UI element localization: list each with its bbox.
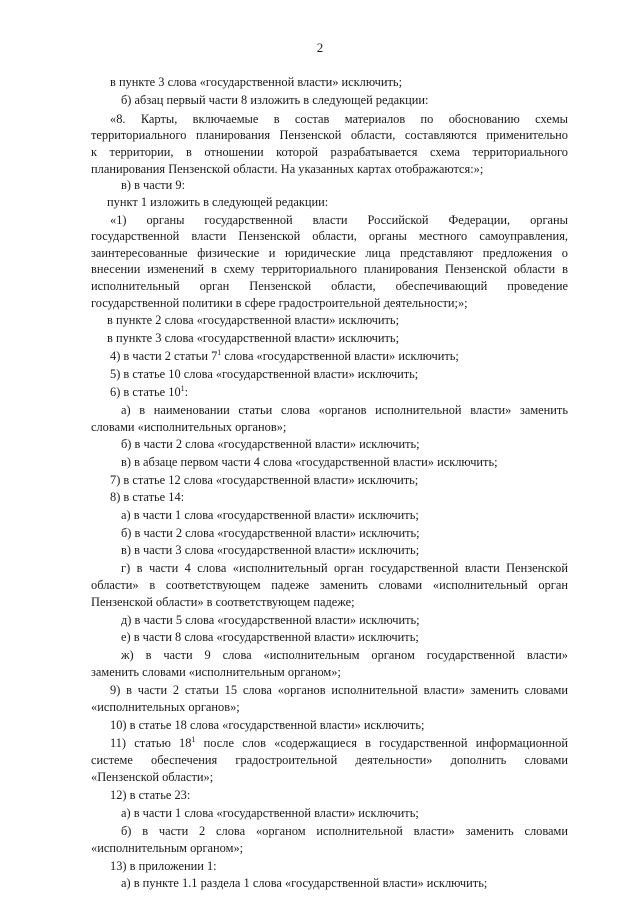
text-line: в) в части 9: bbox=[121, 178, 186, 192]
text-line: б) в части 2 слова «органом исполнительной власти» заменить словами bbox=[121, 824, 568, 838]
text-line: г) в части 4 слова «исполнительный орган государственной власти Пензенской bbox=[121, 561, 568, 575]
text-segment: 11) статью 18 bbox=[110, 736, 192, 750]
text-line: «8. Карты, включаемые в состав материалов по обоснованию схемы bbox=[110, 112, 568, 126]
text-line: в пункте 3 слова «государственной власти» исключить; bbox=[107, 331, 400, 345]
text-line: области» в соответствующем падеже заменить словами «исполнительный орган bbox=[91, 578, 568, 592]
text-line: б) абзац первый части 8 изложить в следующей редакции: bbox=[121, 93, 429, 107]
text-line: «исполнительных органов»; bbox=[91, 700, 240, 714]
text-line bbox=[110, 349, 459, 364]
text-line: 13) в приложении 1: bbox=[110, 859, 217, 873]
superscript: 1 bbox=[180, 384, 185, 393]
text-segment: 6) в статье 10 bbox=[110, 385, 181, 399]
text-line: а) в части 1 слова «государственной власти» исключить; bbox=[121, 806, 419, 820]
text-line: системе обеспечения градостроительной деятельности» дополнить словами bbox=[91, 753, 568, 767]
text-line: е) в части 8 слова «государственной власти» исключить; bbox=[121, 630, 419, 644]
text-line: а) в наименовании статьи слова «органов исполнительной власти» заменить bbox=[121, 403, 568, 417]
text-line: территориального планирования Пензенской области, составляются применительно bbox=[91, 128, 568, 142]
text-line: 10) в статье 18 слова «государственной власти» исключить; bbox=[110, 718, 425, 732]
text-line: 9) в части 2 статьи 15 слова «органов исполнительной власти» заменить словами bbox=[110, 683, 568, 697]
text-line: внесении изменений в схему территориального планирования Пензенской области в bbox=[91, 262, 568, 276]
text-line: словами «исполнительных органов»; bbox=[91, 420, 287, 434]
text-segment: слова «государственной власти» исключить; bbox=[221, 349, 459, 363]
text-line bbox=[110, 736, 568, 751]
text-line: государственной власти Пензенской области, органы местного самоуправления, bbox=[91, 229, 568, 243]
text-line: «исполнительным органом»; bbox=[91, 841, 244, 855]
text-line: 7) в статье 12 слова «государственной власти» исключить; bbox=[110, 473, 419, 487]
text-line: 12) в статье 23: bbox=[110, 788, 191, 802]
text-line: б) в части 2 слова «государственной власти» исключить; bbox=[121, 437, 420, 451]
text-line: 5) в статье 10 слова «государственной власти» исключить; bbox=[110, 367, 419, 381]
text-line: исполнительный орган Пензенской области, обеспечивающий проведение bbox=[91, 279, 568, 293]
text-line: б) в части 2 слова «государственной власти» исключить; bbox=[121, 526, 420, 540]
text-line: в) в части 3 слова «государственной власти» исключить; bbox=[121, 543, 420, 557]
text-line: планирования Пензенской области. На указанных картах отображаются:»; bbox=[91, 162, 484, 176]
text-line: д) в части 5 слова «государственной власти» исключить; bbox=[121, 613, 420, 627]
text-segment: 4) в части 2 статьи 7 bbox=[110, 349, 218, 363]
page-number: 2 bbox=[316, 40, 324, 55]
text-line: в) в абзаце первом части 4 слова «государственной власти» исключить; bbox=[121, 455, 498, 469]
text-line: пункт 1 изложить в следующей редакции: bbox=[107, 195, 329, 209]
superscript: 1 bbox=[191, 735, 196, 744]
text-line: «Пензенской области»; bbox=[91, 770, 214, 784]
superscript: 1 bbox=[217, 348, 222, 357]
text-line: в пункте 2 слова «государственной власти» исключить; bbox=[107, 313, 400, 327]
text-line bbox=[110, 385, 188, 400]
text-line: в пункте 3 слова «государственной власти» исключить; bbox=[110, 75, 403, 89]
text-line: заменить словами «исполнительным органом»; bbox=[91, 665, 341, 679]
text-line: «1) органы государственной власти Российской Федерации, органы bbox=[110, 213, 568, 227]
text-line: а) в части 1 слова «государственной власти» исключить; bbox=[121, 508, 419, 522]
text-line: заинтересованные физические и юридические лица представляют предложения о bbox=[91, 246, 568, 260]
text-line: Пензенской области» в соответствующем падеже; bbox=[91, 595, 355, 609]
text-segment: : bbox=[184, 385, 189, 399]
text-line: к территории, в отношении которой разрабатывается схема территориального bbox=[91, 145, 568, 159]
text-line: 8) в статье 14: bbox=[110, 490, 185, 504]
text-segment: после слов «содержащиеся в государственной информационной bbox=[195, 736, 568, 750]
text-line: государственной политики в сфере градостроительной деятельности;»; bbox=[91, 296, 468, 310]
text-line: а) в пункте 1.1 раздела 1 слова «государственной власти» исключить; bbox=[121, 876, 488, 890]
text-line: ж) в части 9 слова «исполнительным органом государственной власти» bbox=[121, 648, 568, 662]
